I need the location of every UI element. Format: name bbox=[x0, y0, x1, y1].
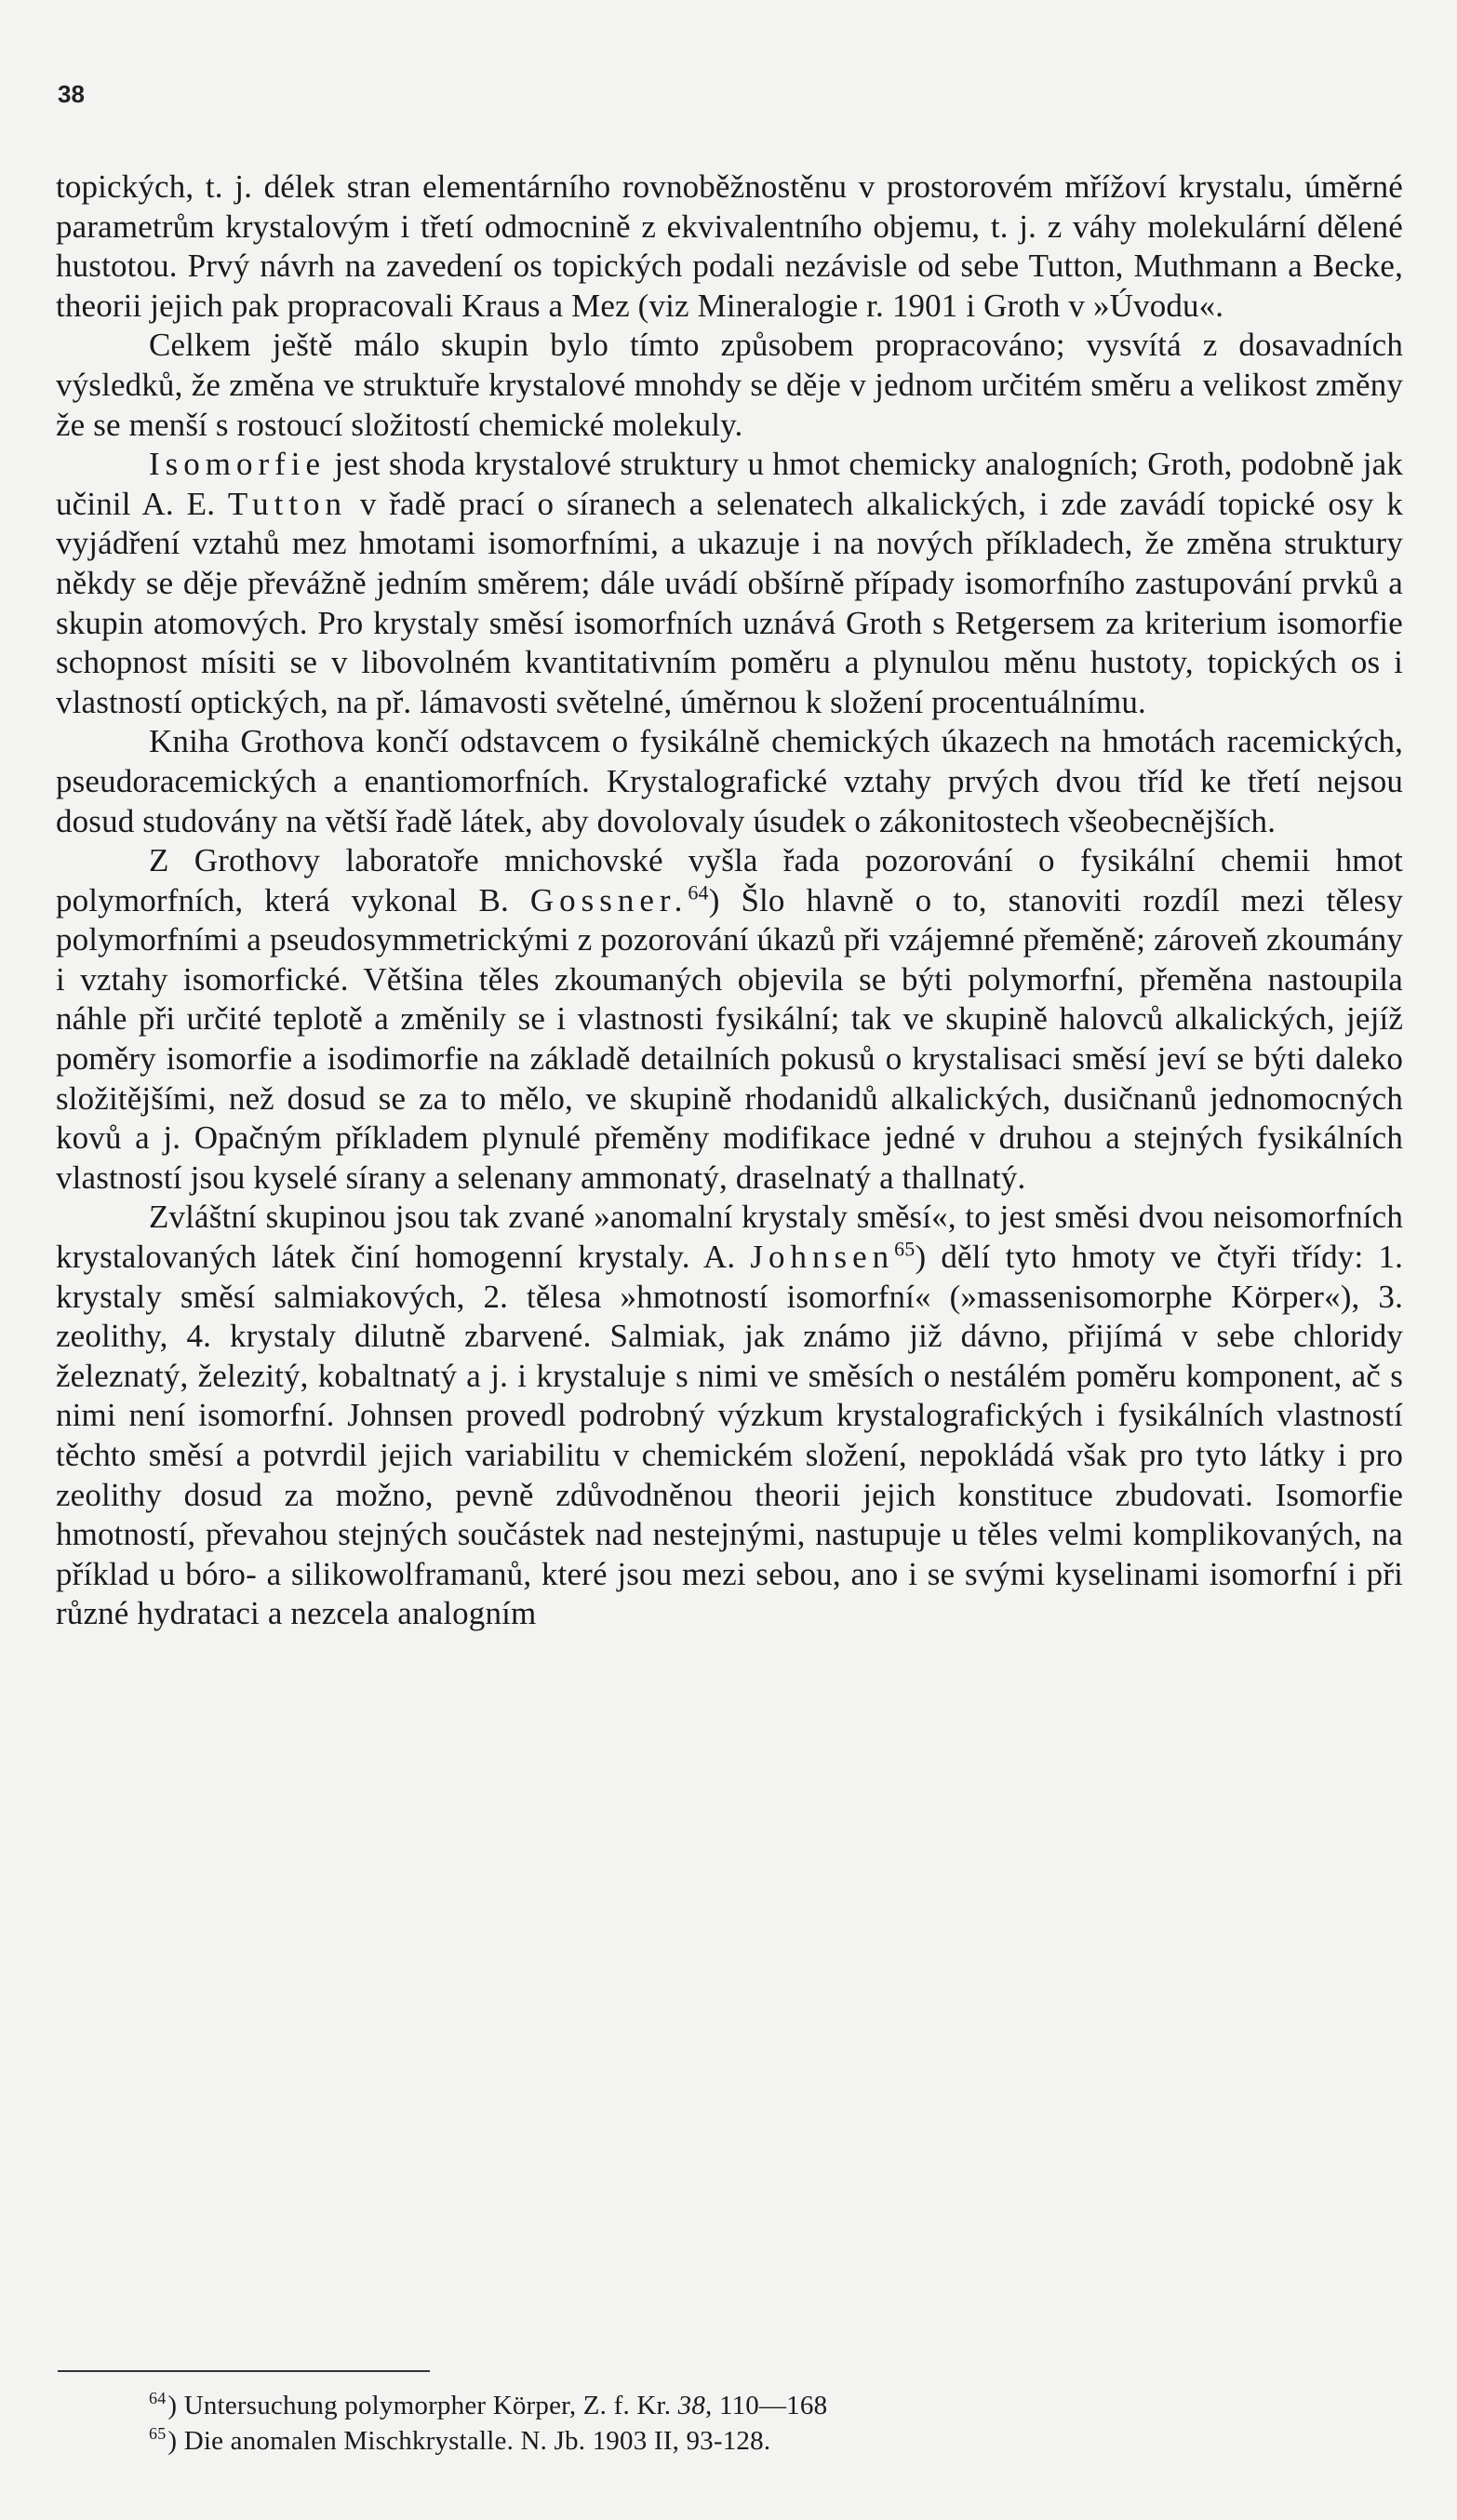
footnote-ref-64: 64 bbox=[688, 880, 709, 905]
paragraph-3 bbox=[56, 445, 1403, 722]
paragraph-3-text-a: jest shoda krystalové struktury u hmot chemicky analogních; Groth, podobně jak učinil A. E. bbox=[56, 446, 1403, 522]
spaced-term-isomorfie: Isomorfie bbox=[149, 446, 327, 483]
spaced-name-tutton: Tutton bbox=[227, 485, 348, 522]
footnote-64-volume: 38 bbox=[677, 2391, 706, 2420]
paragraph-5-text-b: ) Šlo hlavně o to, stanoviti rozdíl mezi tělesy polymorfními a pseudosymmetrickými z pozorování úkazů při vzájemné přeměně; zároveň zkoumány i vztahy isomorfické. Většina těles zkoumaných objevila se býti polymorfní, přeměna nastoupila náhle při určité teplotě a změnily se i vlastnosti fysikální; tak ve skupině halovců alkalických, jejíž poměry isomorfie a isodimorfie na základě detailních pokusů o krystalisaci směsí jeví se býti daleko složitějšími, než dosud se za to mělo, ve skupině rhodanidů alkalických, dusičnanů jednomocných kovů a j. Opačným příkladem plynulé přeměny modifikace jedné v druhou a stejných fysikálních vlastností jsou kyselé sírany a selenany ammonatý, draselnatý a thallnatý. bbox=[56, 881, 1403, 1196]
paragraph-5 bbox=[56, 841, 1403, 1198]
body-text bbox=[56, 168, 1403, 1634]
spaced-name-gossner: Gossner. bbox=[529, 881, 688, 918]
paragraph-6-text-a: Zvláštní skupinou jsou tak zvané »anomalní krystaly směsí«, to jest směsi dvou neisomorfních krystalovaných látek činí homogenní krystaly. A. bbox=[56, 1199, 1403, 1276]
paragraph-1: topických, t. j. délek stran elementárního rovnoběžnostěnu v prostorovém mřížoví krystalu, úměrné parametrům krystalovým i třetí odmocnině z ekvivalentního objemu, t. j. z váhy molekulární dělené hustotou. Prvý návrh na zavedení os topických podali nezávisle od sebe Tutton, Muthmann a Becke, theorii jejich pak propracovali Kraus a Mez (viz Mineralogie r. 1901 i Groth v »Úvodu«. bbox=[56, 168, 1403, 324]
footnote-mark-64: 64 bbox=[149, 2389, 167, 2408]
page-number: 38 bbox=[58, 80, 85, 108]
footnote-mark-65: 65 bbox=[149, 2424, 167, 2444]
footnote-65 bbox=[149, 2423, 1358, 2459]
paragraph-3-text-b: v řadě prací o síranech a selenatech alkalických, i zde zavádí topické osy k vyjádření vztahů mez hmotami isomorfními, a ukazuje i na nových příkladech, že změna struktury někdy se děje převážně jedním směrem; dále uvádí obšírně případy isomorfního zastupování prvků a skupin atomových. Pro krystaly směsí isomorfních uznává Groth s Retgersem za kriterium isomorfie schopnost mísiti se v libovolném kvantitativním poměru a plynulou měnu hustoty, topických os i vlastností optických, na př. lámavosti světelné, úměrnou k složení procentuálnímu. bbox=[56, 485, 1403, 720]
paragraph-4: Kniha Grothova končí odstavcem o fysikálně chemických úkazech na hmotách racemických, pseudoracemických a enantiomorfních. Krystalografické vztahy prvých dvou tříd ke třetí nejsou dosud studovány na větší řadě látek, aby dovolovaly úsudek o zákonitostech všeobecnějších. bbox=[56, 723, 1403, 839]
footnote-65-text: ) Die anomalen Mischkrystalle. N. Jb. 1903 II, 93-128. bbox=[167, 2426, 771, 2456]
footnote-64 bbox=[149, 2388, 1358, 2423]
paragraph-6 bbox=[56, 1198, 1403, 1634]
footnote-64-text-a: ) Untersuchung polymorpher Körper, Z. f. Kr. bbox=[167, 2391, 678, 2420]
footnotes bbox=[149, 2388, 1358, 2459]
paragraph-6-text-b: ) dělí tyto hmoty ve čtyři třídy: 1. krystaly směsí salmiakových, 2. tělesa »hmotností isomorfní« (»massenisomorphe Körper«), 3. zeolithy, 4. krystaly dilutně zbarvené. Salmiak, jak známo již dávno, přijímá v sebe chloridy železnatý, železitý, kobaltnatý a j. i krystaluje s nimi ve směsích o nestálém poměru komponent, ač s nimi není isomorfní. Johnsen provedl podrobný výzkum krystalografických i fysikálních vlastností těchto směsí a potvrdil jejich variabilitu v chemickém složení, nepokládá však pro tyto látky i pro zeolithy dosud za možno, pevně zdůvodněnou theorii jejich konstituce zbudovati. Isomorfie hmotností, převahou stejných součástek nad nestejnými, nastupuje u těles velmi komplikovaných, na příklad u bóro- a silikowolframanů, které jsou mezi sebou, ano i se svými kyselinami isomorfní i při různé hydrataci a nezcela analogním bbox=[56, 1239, 1404, 1632]
paragraph-5-text-a: Z Grothovy laboratoře mnichovské vyšla řada pozorování o fysikální chemii hmot polymorfních, která vykonal B. bbox=[56, 842, 1403, 918]
spaced-name-johnsen: Johnsen bbox=[750, 1239, 895, 1276]
footnote-ref-65: 65 bbox=[894, 1237, 916, 1261]
footnote-divider bbox=[58, 2370, 430, 2372]
footnote-64-text-b: , 110—168 bbox=[705, 2391, 828, 2420]
paragraph-2: Celkem ještě málo skupin bylo tímto způsobem propracováno; vysvítá z dosavadních výsledků, že změna ve struktuře krystalové mnohdy se děje v jednom určitém směru a velikost změny že se menší s rostoucí složitostí chemické molekuly. bbox=[56, 327, 1403, 443]
